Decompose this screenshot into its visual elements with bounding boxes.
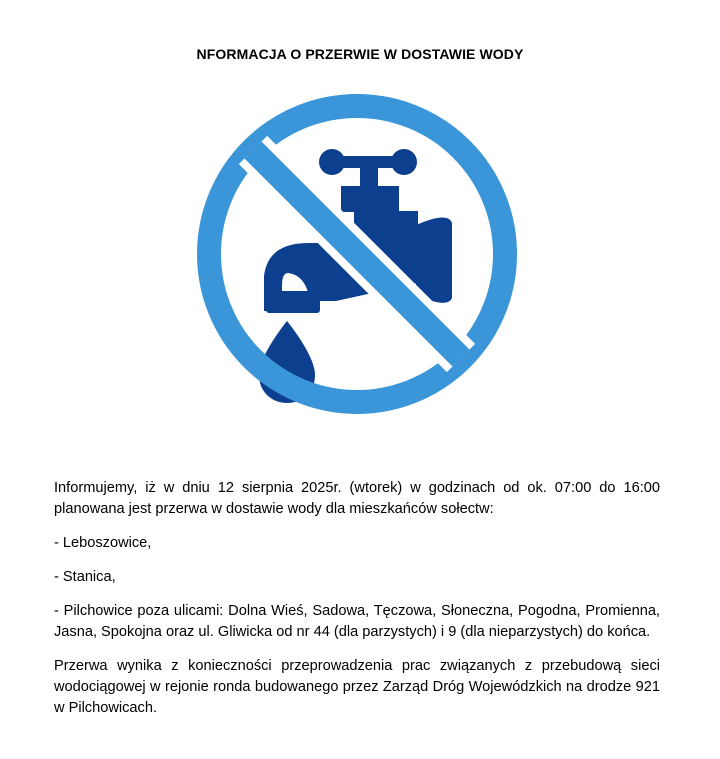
list-item: - Leboszowice,	[54, 535, 152, 551]
list-item: - Pilchowice poza ulicami: Dolna Wieś, Sadowa, Tęczowa, Słoneczna, Pogodna, Promienna, Jasna, Spokojna oraz ul. Gliwicka od nr 44 (dla parzystych) i 9 (dla nieparzystych) do końca.	[54, 603, 660, 640]
prohibition-sign-icon	[209, 106, 505, 402]
notice-title: NFORMACJA O PRZERWIE W DOSTAWIE WODY	[196, 46, 524, 62]
no-water-tap-icon	[186, 83, 528, 425]
intro-paragraph: Informujemy, iż w dniu 12 sierpnia 2025r. (wtorek) w godzinach od ok. 07:00 do 16:00 planowana jest przerwa w dostawie wody dla mieszkańców sołectw:	[54, 480, 660, 517]
notice-body	[54, 478, 660, 732]
reason-paragraph: Przerwa wynika z konieczności przeprowadzenia prac związanych z przebudową sieci wodociągowej w rejonie ronda budowanego przez Zarząd Dróg Wojewódzkich na drodze 921 w Pilchowicach.	[54, 658, 660, 716]
list-item: - Stanica,	[54, 569, 116, 585]
